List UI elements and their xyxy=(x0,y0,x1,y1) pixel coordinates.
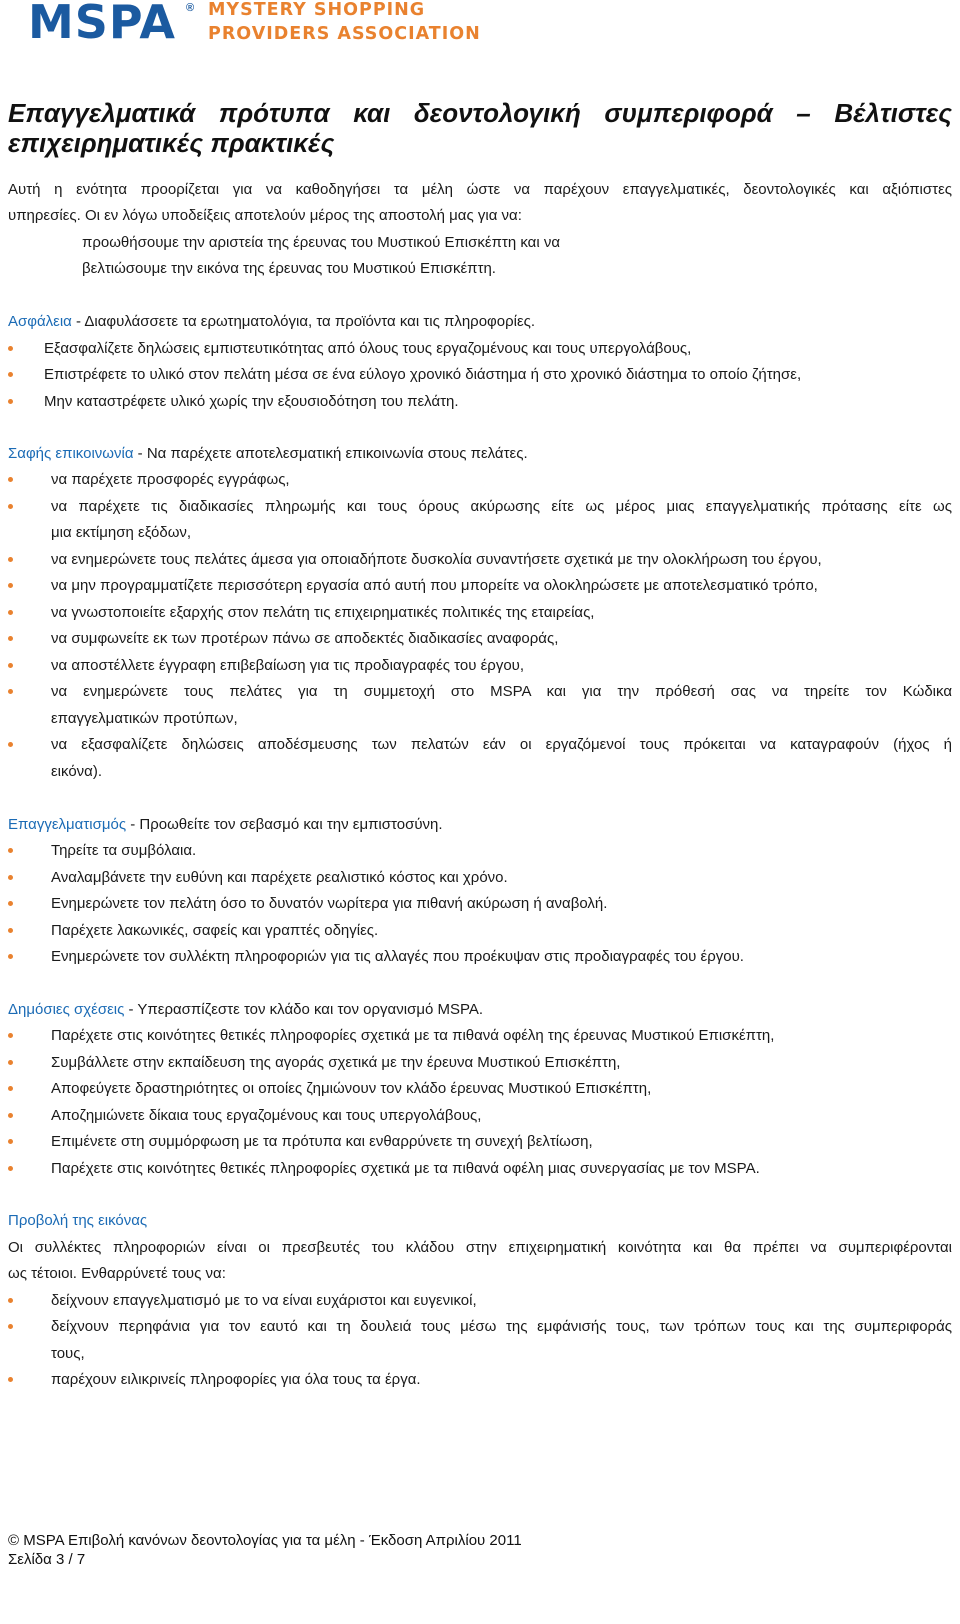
intro-indent-line: βελτιώσουμε την εικόνα της έρευνας του Μυστικού Επισκέπτη. xyxy=(82,260,496,277)
section-title: Σαφής επικοινωνία xyxy=(8,445,134,462)
bullet-icon xyxy=(8,372,13,377)
bullet-icon xyxy=(8,636,13,641)
bullet-icon xyxy=(8,928,13,933)
bullet-icon xyxy=(8,1113,13,1118)
bullet-icon xyxy=(8,1139,13,1144)
section-lead: Προωθείτε τον σεβασμό και την εμπιστοσύνη. xyxy=(139,816,443,833)
title-word: Επαγγελματικά xyxy=(8,98,196,128)
logo-tagline-1: MYSTERY SHOPPING xyxy=(208,0,426,20)
intro-line: υπηρεσίες. Οι εν λόγω υποδείξεις αποτελούν μέρος της αποστολή μας για να: xyxy=(8,207,522,224)
section-separator: - xyxy=(124,1001,138,1018)
bullet-icon xyxy=(8,399,13,404)
page-title-line-2: επιχειρηματικές πρακτικές xyxy=(8,128,335,158)
bullet-icon xyxy=(8,504,13,509)
title-word: και xyxy=(353,98,391,128)
bullet-icon xyxy=(8,1060,13,1065)
title-word: – xyxy=(796,98,811,128)
title-word: πρότυπα xyxy=(218,98,330,128)
logo-registered-mark: ® xyxy=(186,2,195,14)
title-word: Βέλτιστες xyxy=(834,98,952,128)
bullet-icon xyxy=(8,557,13,562)
bullet-icon xyxy=(8,901,13,906)
paragraph-line: ως τέτοιοι. Ενθαρρύνετέ τους να: xyxy=(8,1265,226,1282)
title-word: δεοντολογική xyxy=(413,98,581,128)
intro-indent-line: προωθήσουμε την αριστεία της έρευνας του Μυστικού Επισκέπτη και να xyxy=(82,234,561,251)
bullet-icon xyxy=(8,1086,13,1091)
footer-copyright: © MSPA Επιβολή κανόνων δεοντολογίας για τα μέλη - Έκδοση Απριλίου 2011 xyxy=(8,1532,522,1549)
section-separator: - xyxy=(133,445,147,462)
bullet-icon xyxy=(8,663,13,668)
bullet-icon xyxy=(8,477,13,482)
section-separator: - xyxy=(71,313,85,330)
bullet-icon xyxy=(8,1298,13,1303)
bullet-icon xyxy=(8,346,13,351)
bullet-icon xyxy=(8,689,13,694)
intro-line: Αυτή η ενότητα προορίζεται για να καθοδηγήσει τα μέλη ώστε να παρέχουν επαγγελματικές, δεοντολογικές και αξιόπιστες xyxy=(8,181,952,198)
section-professionalism-heading xyxy=(8,812,443,838)
bullet-icon xyxy=(8,1033,13,1038)
section-security-heading xyxy=(8,309,535,335)
paragraph-line: Οι συλλέκτες πληροφοριών είναι οι πρεσβευτές του κλάδου στην επιχειρηματική κοινότητα και θα πρέπει να συμπεριφέρονται xyxy=(8,1239,952,1256)
section-title: Προβολή της εικόνας xyxy=(8,1212,148,1229)
section-lead: Διαφυλάσσετε τα ερωτηματολόγια, τα προϊόντα και τις πληροφορίες. xyxy=(84,313,536,330)
logo-mark: MSPA xyxy=(28,0,176,49)
bullet-icon xyxy=(8,1377,13,1382)
section-lead: Υπερασπίζεστε τον κλάδο και τον οργανισμό MSPA. xyxy=(137,1001,484,1018)
section-lead: Να παρέχετε αποτελεσματική επικοινωνία στους πελάτες. xyxy=(146,445,528,462)
section-public-relations-heading xyxy=(8,997,483,1023)
section-title: Δημόσιες σχέσεις xyxy=(8,1001,125,1018)
bullet-icon xyxy=(8,1166,13,1171)
section-title: Επαγγελματισμός xyxy=(8,816,127,833)
bullet-icon xyxy=(8,1324,13,1329)
bullet-icon xyxy=(8,848,13,853)
mspa-logo xyxy=(28,0,488,48)
footer-page-number: Σελίδα 3 / 7 xyxy=(8,1551,86,1568)
page-title xyxy=(8,98,952,128)
bullet-icon xyxy=(8,583,13,588)
title-word: συμπεριφορά xyxy=(604,98,773,128)
bullet-icon xyxy=(8,610,13,615)
section-separator: - xyxy=(126,816,140,833)
bullet-icon xyxy=(8,875,13,880)
section-title: Ασφάλεια xyxy=(8,313,72,330)
bullet-icon xyxy=(8,954,13,959)
section-image-heading xyxy=(8,1208,147,1234)
bullet-icon xyxy=(8,742,13,747)
section-communication-heading xyxy=(8,441,528,467)
logo-tagline-2: PROVIDERS ASSOCIATION xyxy=(208,24,481,44)
